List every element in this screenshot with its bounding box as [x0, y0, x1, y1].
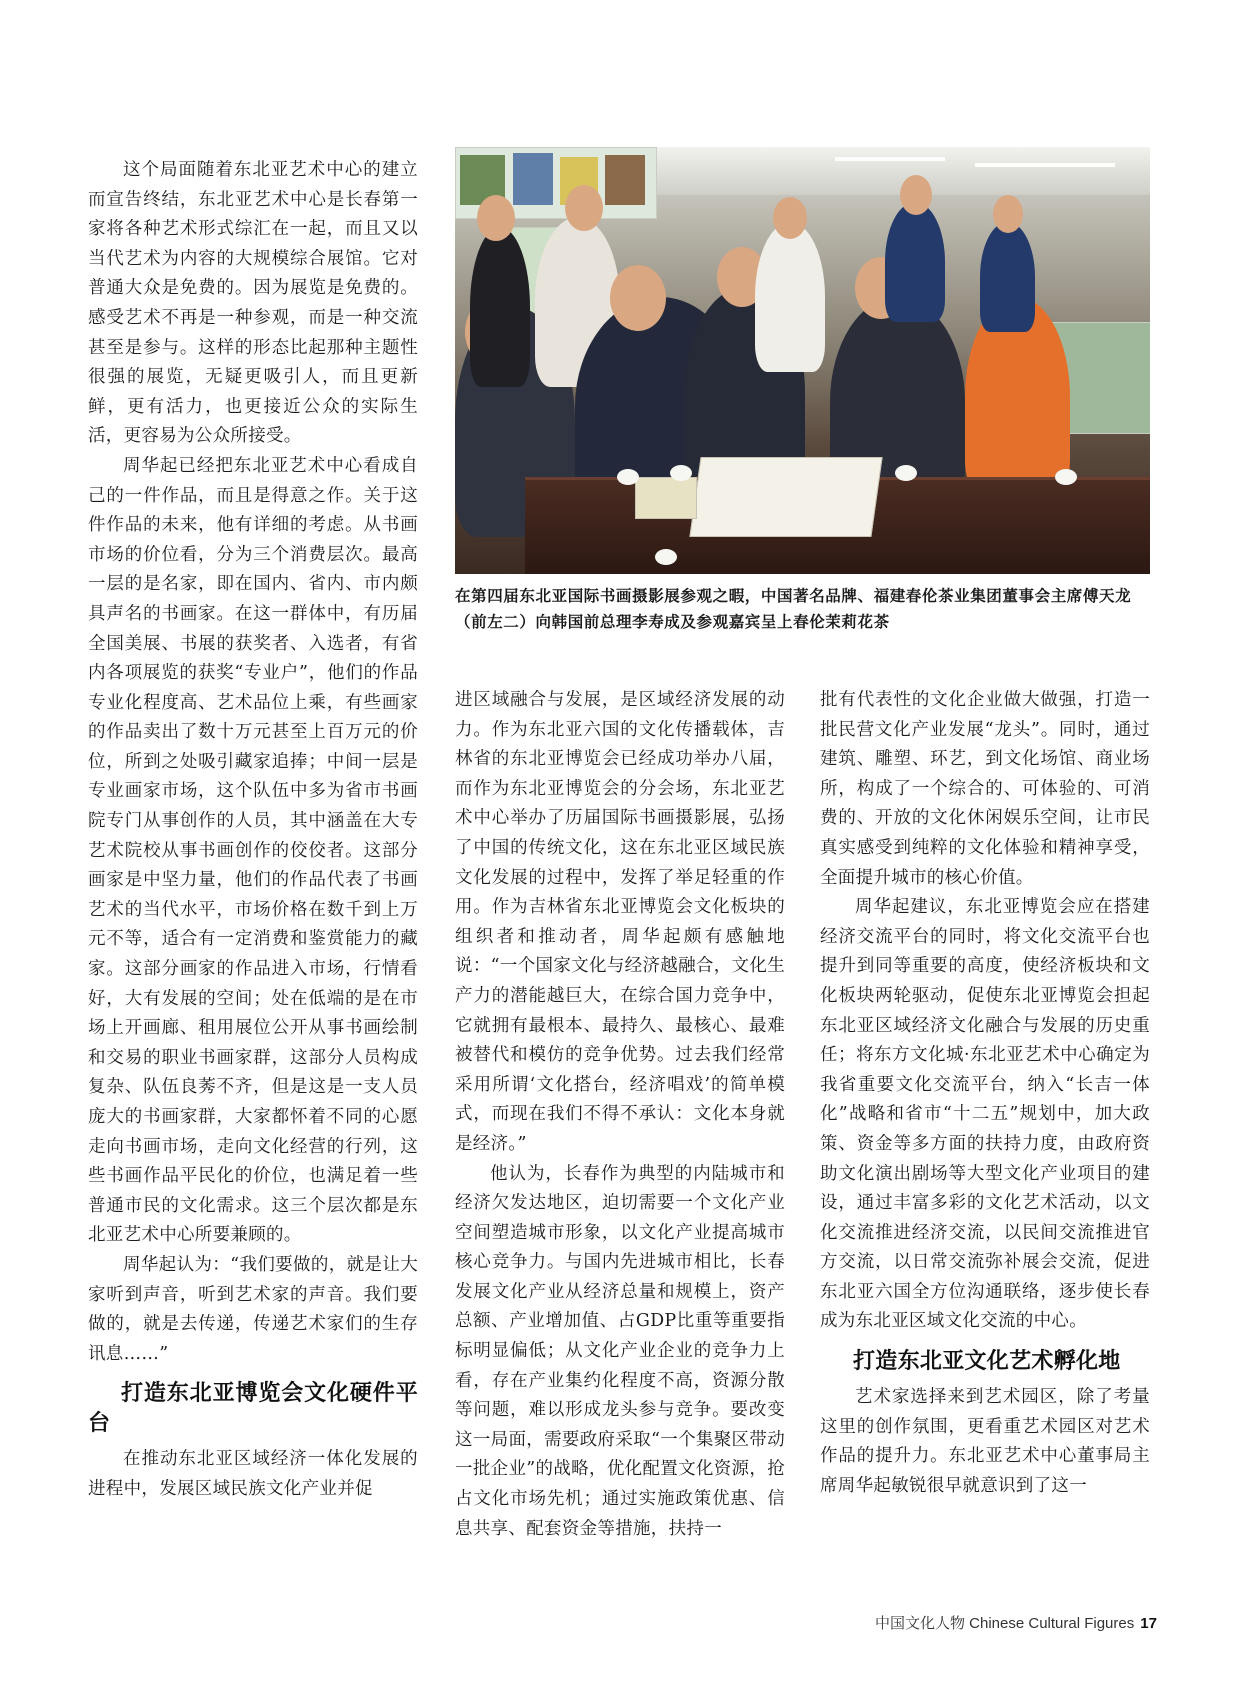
- hostess-head: [900, 175, 932, 215]
- tea-cup: [1055, 469, 1077, 485]
- guest-head: [477, 195, 515, 241]
- paragraph: 在推动东北亚区域经济一体化发展的进程中，发展区域民族文化产业并促: [88, 1449, 418, 1499]
- page-footer: [875, 1612, 1155, 1633]
- poster: [513, 153, 553, 205]
- guest-figure: [755, 222, 825, 372]
- paragraph: 周华起已经把东北亚艺术中心看成自己的一件作品，而且是得意之作。关于这件作品的未来，他有详细的考虑。从书画市场的价位看，分为三个消费层次。最高一层的是名家，即在国内、省内、市内颇具声名的书画家。在这一群体中，有历届全国美展、书展的获奖者、入选者，有省内各项展览的获奖“专业户”，他们的作品专业化程度高、艺术品位上乘，有些画家的作品卖出了数十万元甚至上百万元的价位，所到之处吸引藏家追捧；中间一层是专业画家市场，这个队伍中多为省市书画院专门从事创作的人员，其中涵盖在大专艺术院校从事书画创作的佼佼者。这部分画家是中坚力量，他们的作品代表了书画艺术的当代水平，市场价格在数千到上万元不等，适合有一定消费和鉴赏能力的藏家。这部分画家的作品进入市场，行情看好，大有发展的空间；处在低端的是在市场上开画廊、租用展位公开从事书画绘制和交易的职业书画家群，这部分人员构成复杂、队伍良莠不齐，但是这是一支人员庞大的书画家群，大家都怀着不同的心愿走向书画市场，走向文化经营的行列，这些书画作品平民化的价位，也满足着一些普通市民的文化需求。这三个层次都是东北亚艺术中心所要兼顾的。: [88, 455, 418, 1246]
- brochure: [635, 477, 697, 519]
- paragraph: 周华起建议，东北亚博览会应在搭建经济交流平台的同时，将文化交流平台也提升到同等重要的高度，使经济板块和文化板块两轮驱动，促使东北亚博览会担起东北亚区域经济文化融合与发展的历史重任；将东方文化城·东北亚艺术中心确定为我省重要文化交流平台，纳入“长吉一体化”战略和省市“十二五”规划中，加大政策、资金等多方面的扶持力度，由政府资助文化演出剧场等大型文化产业项目的建设，通过丰富多彩的文化艺术活动，以文化交流推进经济交流，以民间交流推进官方交流，以日常交流弥补展会交流，促进东北亚六国全方位沟通联络，逐步使长春成为东北亚区域文化交流的中心。: [820, 897, 1150, 1332]
- article-column-3: [820, 686, 1150, 1501]
- guest-head: [565, 185, 603, 231]
- hostess-head: [993, 195, 1023, 233]
- magazine-name: 中国文化人物 Chinese Cultural Figures: [875, 1615, 1135, 1632]
- guest-head: [773, 197, 807, 239]
- article-column-2: [455, 686, 785, 1544]
- section-heading: 打造东北亚文化艺术孵化地: [853, 1349, 1121, 1375]
- guest-figure: [470, 227, 530, 387]
- page-number: 17: [1140, 1615, 1157, 1632]
- ceiling-light: [835, 157, 945, 161]
- paragraph: 进区域融合与发展，是区域经济发展的动力。作为东北亚六国的文化传播载体，吉林省的东北亚博览会已经成功举办八届，而作为东北亚博览会的分会场，东北亚艺术中心举办了历届国际书画摄影展，弘扬了中国的传统文化，这在东北亚区域民族文化发展的过程中，发挥了举足轻重的作用。作为吉林省东北亚博览会文化板块的组织者和推动者，周华起颇有感触地说：“一个国家文化与经济越融合，文化生产力的潜能越巨大，在综合国力竞争中，它就拥有最根本、最持久、最核心、最难被替代和模仿的竞争优势。过去我们经常采用所谓‘文化搭台，经济唱戏’的简单模式，而现在我们不得不承认：文化本身就是经济。”: [455, 690, 785, 1154]
- hostess-figure: [980, 222, 1035, 332]
- paragraph: 周华起认为：“我们要做的，就是让大家听到声音，听到艺术家的声音。我们要做的，就是去传递，传递艺术家们的生存讯息……”: [88, 1254, 418, 1364]
- poster: [605, 155, 645, 205]
- article-column-1: [88, 156, 418, 1505]
- open-catalog: [689, 457, 882, 537]
- event-photo: [455, 147, 1150, 574]
- paragraph: 他认为，长春作为典型的内陆城市和经济欠发达地区，迫切需要一个文化产业空间塑造城市形象，以文化产业提高城市核心竞争力。与国内先进城市相比，长春发展文化产业从经济总量和规模上，资产总额、产业增加值、占GDP比重等重要指标明显偏低；从文化产业企业的竞争力上看，存在产业集约化程度不高，资源分散等问题，难以形成龙头参与竞争。要改变这一局面，需要政府采取“一个集聚区带动一批企业”的战略，优化配置文化资源，抢占文化市场先机；通过实施政策优惠、信息共享、配套资金等措施，扶持一: [455, 1163, 785, 1539]
- paragraph: 批有代表性的文化企业做大做强，打造一批民营文化产业发展“龙头”。同时，通过建筑、雕塑、环艺，到文化场馆、商业场所，构成了一个综合的、可体验的、可消费的、开放的文化休闲娱乐空间，让市民真实感受到纯粹的文化体验和精神享受，全面提升城市的核心价值。: [820, 690, 1150, 888]
- tea-cup: [670, 465, 692, 481]
- section-heading: 打造东北亚博览会文化硬件平台: [88, 1381, 418, 1437]
- tea-cup: [617, 469, 639, 485]
- hostess-figure: [885, 202, 945, 322]
- presenter-head: [610, 265, 666, 331]
- ceiling-light: [975, 163, 1115, 167]
- tea-cup: [895, 465, 917, 481]
- paragraph: 这个局面随着东北亚艺术中心的建立而宣告终结，东北亚艺术中心是长春第一家将各种艺术形式综汇在一起，而且又以当代艺术为内容的大规模综合展馆。它对普通大众是免费的。因为展览是免费的。感受艺术不再是一种参观，而是一种交流甚至是参与。这样的形态比起那种主题性很强的展览，无疑更吸引人，而且更新鲜，更有活力，也更接近公众的实际生活，更容易为公众所接受。: [88, 160, 418, 447]
- tea-cup: [655, 549, 677, 565]
- paragraph: 艺术家选择来到艺术园区，除了考量这里的创作氛围，更看重艺术园区对艺术作品的提升力。东北亚艺术中心董事局主席周华起敏锐很早就意识到了这一: [820, 1387, 1150, 1496]
- photo-caption: 在第四届东北亚国际书画摄影展参观之暇，中国著名品牌、福建春伦茶业集团董事会主席傅天龙（前左二）向韩国前总理李寿成及参观嘉宾呈上春伦茉莉花茶: [455, 586, 1132, 631]
